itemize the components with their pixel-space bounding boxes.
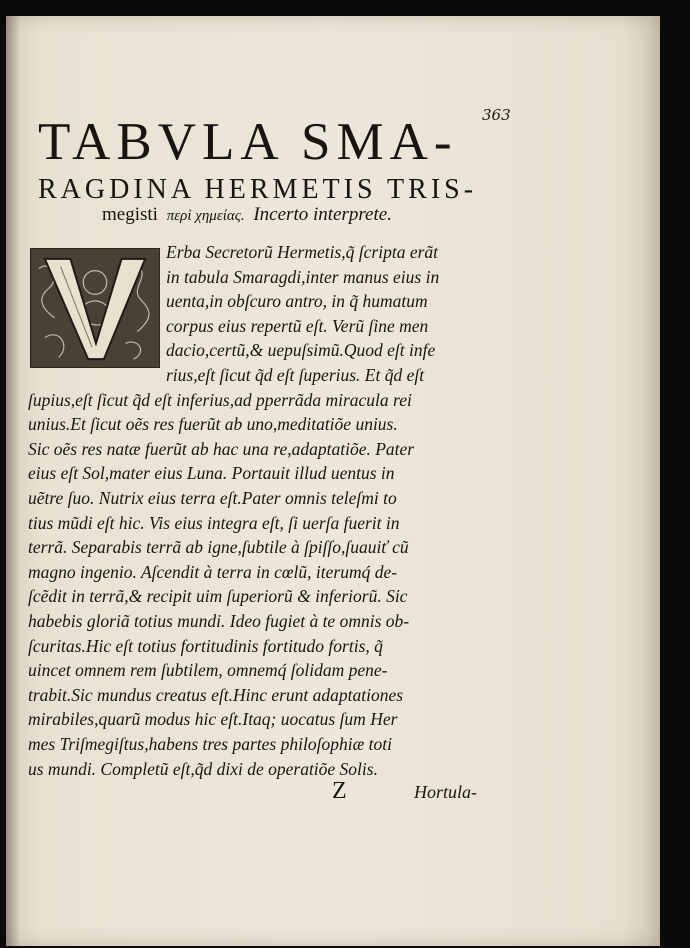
text-line: rius,eſt ſicut q̃d eſt ſuperius. Et q̃d eſt	[166, 365, 425, 385]
title-greek-phrase: περὶ χημείας.	[166, 208, 245, 224]
text-line: trabit.Sic mundus creatus eſt.Hinc erunt adaptationes	[28, 684, 404, 705]
text-line: uẽtre ſuo. Nutrix eius terra eſt.Pater omnis teleſmi to	[28, 488, 397, 508]
text-line: ſcuritas.Hic eſt totius fortitudinis fortitudo fortis, q̃	[28, 635, 383, 656]
title-line-3-start: megisti	[102, 204, 158, 225]
text-line: tius mũdi eſt hic. Vis eius integra eſt, ſi uerſa fuerit in	[28, 512, 400, 533]
spine-shadow	[6, 16, 20, 946]
title-line-1: TABVLA SMA-	[38, 113, 458, 171]
signature-mark: Z	[332, 778, 347, 804]
title-line-3	[102, 204, 392, 227]
text-line: in tabula Smaragdi,inter manus eius in	[166, 266, 440, 287]
decorated-initial-v-icon	[30, 248, 160, 368]
title-line-3-end: Incerto interprete.	[253, 204, 392, 225]
text-line: eius eſt Sol,mater eius Luna. Portauit illud uentus in	[28, 463, 395, 484]
text-line: dacio,certũ,& uериſsimũ.Quod eſt infe	[166, 340, 436, 361]
text-line: Erba Secretorũ Hermetis,q̃ ſcripta erãt	[166, 242, 439, 262]
text-line: Sic oẽs res natæ fuerũt ab hac una re,adaptatiõe. Pater	[28, 438, 415, 459]
text-line: uincet omnem rem ſubtilem, omnemq́ ſolidam pene-	[28, 660, 388, 681]
title-line-2: RAGDINA HERMETIS TRIS-	[38, 174, 478, 205]
text-line: unius.Et ſicut oẽs res fuerũt ab uno,meditatiõe unius.	[28, 414, 398, 435]
page-number: 363	[482, 106, 511, 124]
text-line: mirabiles,quarũ modus hic eſt.Itaq; uocatus ſum Her	[28, 709, 398, 730]
book-page	[6, 16, 660, 946]
text-line: terrã. Separabis terrã ab igne,ſubtile à ſpiſſo,ſuauiť cũ	[28, 537, 409, 558]
catchword: Hortula-	[414, 782, 477, 802]
text-line: uenta,in obſcuro antro, in q̃ humatum	[166, 291, 428, 312]
text-line: us mundi. Completũ eſt,q̃d dixi de operatiõe Solis.	[28, 758, 378, 779]
text-line: mes Triſmegiſtus,habens tres partes philoſophiæ toti	[28, 734, 392, 754]
text-line: magno ingenio. Aſcendit à terra in cœlũ, iterumq́ de-	[28, 561, 398, 582]
text-line: ſupius,eſt ſicut q̃d eſt inferius,ad pperrãda miracula rei	[28, 389, 412, 410]
text-line: ſcẽdit in terrã,& recipit uim ſuperiorũ & inferiorũ. Sic	[28, 586, 408, 607]
text-line: habebis gloriã totius mundi. Ideo fugiet à te omnis ob-	[28, 611, 410, 631]
text-line: corpus eius repertũ eſt. Verũ ſine men	[166, 315, 429, 336]
